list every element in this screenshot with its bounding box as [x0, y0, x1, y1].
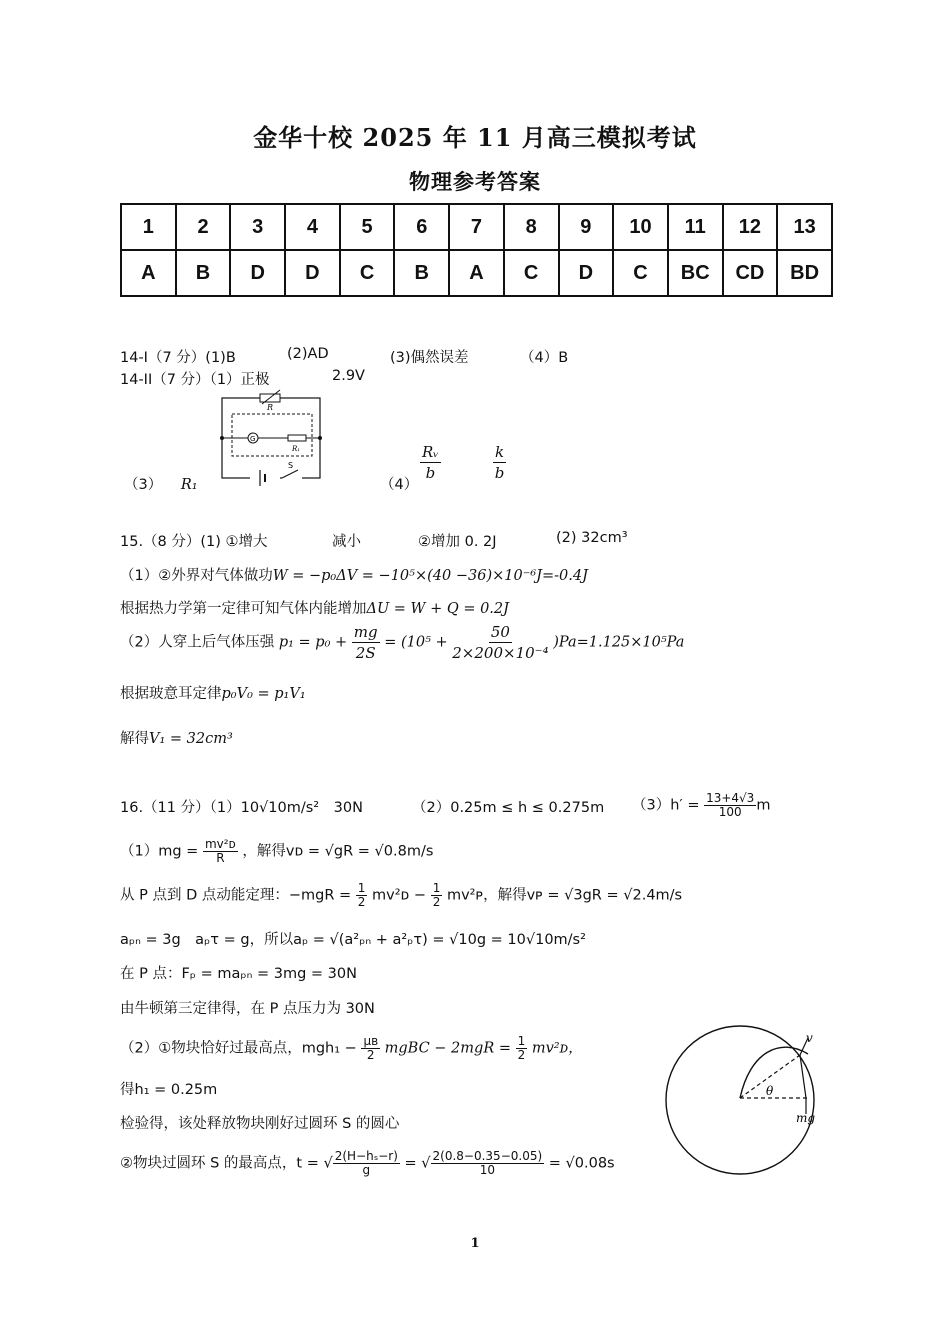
table-cell: D — [559, 250, 614, 296]
q14-ii-label: 14-II（7 分）（1）正极 — [120, 372, 270, 388]
q16-line-7: 得h₁ = 0.25m — [120, 1082, 218, 1098]
table-cell: A — [121, 250, 176, 296]
resistor-r1-label: R₁ — [292, 445, 301, 453]
q15-header: 15.（8 分）(1) ①增大 减小 ②增加 0. 2J (2) 32cm³ — [120, 530, 628, 550]
answer-table — [120, 203, 833, 297]
q14-2-answer: (2)AD — [287, 346, 329, 362]
table-cell: 4 — [285, 204, 340, 250]
q16-line-8: 检验得，该处释放物块刚好过圆环 S 的圆心 — [120, 1116, 400, 1132]
table-cell: 13 — [777, 204, 832, 250]
table-cell: 8 — [504, 204, 559, 250]
table-cell: 11 — [668, 204, 723, 250]
table-cell: A — [449, 250, 504, 296]
table-cell: CD — [723, 250, 778, 296]
q16-line-6: （2）①物块恰好过最高点，mgh₁ − $\frac{\text{μʙ}}{2}$ mgBC − 2mgR = $\frac{1}{2}$ mv²ᴅ， — [120, 1034, 583, 1062]
table-cell: 2 — [176, 204, 231, 250]
table-cell: BC — [668, 250, 723, 296]
question-number-row — [121, 204, 832, 250]
q16-line-3: aₚₙ = 3g aₚτ = g，所以aₚ = √(a²ₚₙ + a²ₚτ) = √10g = 10√10m/s² — [120, 932, 586, 948]
switch-s-label: S — [288, 461, 294, 470]
theta-label: θ — [766, 1084, 774, 1098]
q14-3-label: （3） — [124, 477, 163, 493]
velocity-label: v — [806, 1031, 813, 1045]
q16-line-5: 由牛顿第三定律得，在 P 点压力为 30N — [120, 1001, 375, 1017]
q14-part1 — [120, 346, 569, 367]
q14-3-value: R₁ — [180, 477, 198, 493]
q16-line-4: 在 P 点：Fₚ = maₚₙ = 3mg = 30N — [120, 966, 357, 982]
q14-3 — [124, 473, 198, 494]
q14-4-fraction-2: $\frac{k}{b}$ — [494, 443, 505, 482]
answer-key-subtitle: 物理参考答案 — [409, 169, 541, 194]
circuit-diagram — [210, 388, 330, 488]
table-cell: C — [504, 250, 559, 296]
circular-track-diagram — [660, 1022, 830, 1177]
table-cell: 9 — [559, 204, 614, 250]
table-cell: 3 — [230, 204, 285, 250]
q15-line-3: （2）人穿上后气体压强 p₁ = p₀ + $\frac{mg}{2S}$ = (10⁵ + $\frac{50}{\text{2×200×10⁻⁴}}$ )Pa=1.125×10⁵Pa — [120, 623, 685, 662]
q14-ii-voltage: 2.9V — [332, 368, 365, 384]
q14-4-answer: （4）B — [520, 350, 569, 366]
table-cell: C — [340, 250, 395, 296]
q14-4-label: （4） — [380, 477, 419, 493]
page-number: 1 — [470, 1236, 480, 1251]
table-cell: 6 — [394, 204, 449, 250]
table-cell: D — [285, 250, 340, 296]
q16-line-2: 从 P 点到 D 点动能定理：−mgR = $\frac{1}{2}$ mv²ᴅ − $\frac{1}{2}$ mv²ᴘ，解得vᴘ = √3gR = √2.4m/s — [120, 881, 683, 909]
q15-line-2: 根据热力学第一定律可知气体内能增加ΔU = W + Q = 0.2J — [120, 601, 509, 617]
table-cell: 1 — [121, 204, 176, 250]
table-cell: 10 — [613, 204, 668, 250]
q15-line-5: 解得V₁ = 32cm³ — [120, 731, 233, 747]
q14-1-label: 14-I（7 分）(1)B — [120, 350, 236, 366]
table-cell: D — [230, 250, 285, 296]
q16-line-1: （1）mg = $\frac{\text{mv²ᴅ}}{R}$ ，解得vᴅ = √gR = √0.8m/s — [120, 837, 434, 865]
weight-label: mg — [796, 1111, 816, 1125]
q14-3-answer: (3)偶然误差 — [390, 350, 469, 366]
q16-line-9: ②物块过圆环 S 的最高点，t = √ $\frac{\text{2(H−hₛ−r)}}{g}$ = √ $\frac{2(0.8-0.35-0.05)}{10}$ = √0.08s — [120, 1149, 615, 1177]
exam-title: 金华十校 2025 年 11 月高三模拟考试 — [253, 123, 697, 152]
galvanometer-label: G — [250, 435, 256, 443]
table-cell: B — [394, 250, 449, 296]
q16-header: 16.（11 分）（1）10√10m/s² 30N （2）0.25m ≤ h ≤ 0.275m （3）h′ = $\frac{13+4√3}{100}$ m — [120, 791, 771, 819]
table-cell: 5 — [340, 204, 395, 250]
table-cell: C — [613, 250, 668, 296]
table-cell: 12 — [723, 204, 778, 250]
answer-row — [121, 250, 832, 296]
table-cell: B — [176, 250, 231, 296]
table-cell: 7 — [449, 204, 504, 250]
q15-line-1: （1）②外界对气体做功W = −p₀ΔV = −10⁵×(40 −36)×10⁻⁶J=-0.4J — [120, 568, 588, 584]
q14-4-fraction-1: $\frac{\text{Rᵥ}}{b}$ — [422, 443, 439, 482]
q14-part2 — [120, 368, 365, 389]
resistor-r-label: R — [267, 403, 274, 412]
q15-line-4: 根据玻意耳定律p₀V₀ = p₁V₁ — [120, 686, 306, 702]
table-cell: BD — [777, 250, 832, 296]
